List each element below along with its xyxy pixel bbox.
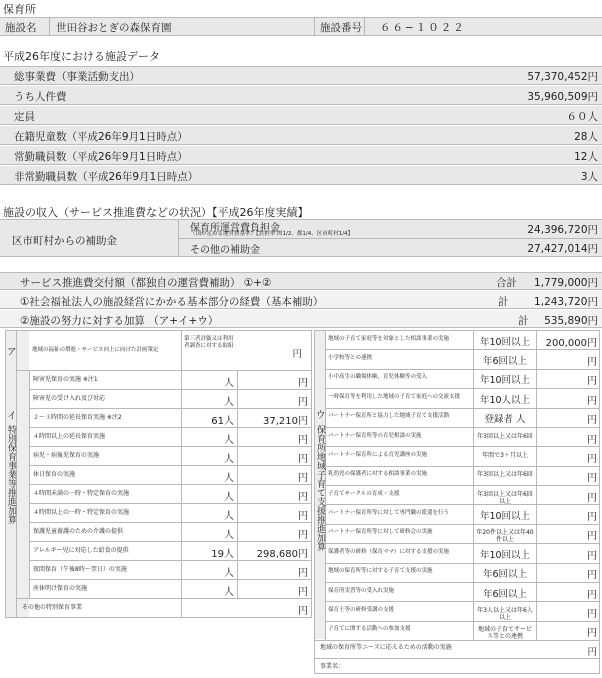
service-total-label: 合計	[496, 277, 517, 289]
left-row-count-unit: 人	[224, 586, 234, 598]
right-row-divider	[325, 524, 600, 525]
right-row-label: パートナー保育所等に対して研修会の実施	[328, 529, 433, 536]
left-row-amount-unit: 円	[298, 377, 308, 389]
facility-data-value: ６０人	[566, 111, 598, 123]
left-row-divider	[29, 465, 312, 466]
right-row-label: 保護者等の研修（保育ママ）に対する支援の実施	[328, 548, 450, 555]
left-row-label: 病児・病後児保育の実施	[33, 451, 100, 459]
a-label: 地域の福祉の増進・サービス向上に向けた計画策定	[32, 347, 159, 353]
left-row-divider	[29, 446, 312, 447]
right-row-label: 乳幼児の保護者に対する相談事業の実施	[328, 471, 428, 478]
right-row-label: 子育てサークルの育成・支援	[328, 490, 400, 497]
right-row-value: 200,000円	[545, 337, 597, 349]
right-row-divider	[325, 446, 600, 447]
right-row-value: 円	[587, 608, 597, 620]
right-row-condition: 年3人以上又は年6人以上	[477, 606, 533, 621]
left-row-amount-unit: 円	[298, 472, 308, 484]
income-item-2-value: 27,427,014円	[527, 243, 598, 255]
right-row-condition: 年10回以上	[479, 375, 531, 387]
left-row-label: アレルギー児に対応した給食の提供	[33, 546, 129, 554]
subsidy-label: 区市町村からの補助金	[12, 235, 117, 247]
left-row-label: ２〜３時間の延長保育実施 ※注2	[33, 413, 122, 421]
right-row-condition: 地域の子育てサービス等との連携	[477, 626, 532, 641]
left-row-amount-unit: 円	[298, 567, 308, 579]
left-row-divider	[29, 389, 312, 390]
left-row-label: その他の特別保育事業	[22, 604, 83, 611]
left-row-label: 産休明け保育の実施	[33, 584, 88, 592]
left-row-label: ４時間未満の一時・特定保育の実施	[33, 489, 130, 497]
right-row-condition: 年10人以上	[479, 394, 531, 406]
facility-data-label: 常勤職員数（平成26年9月1日時点）	[14, 151, 188, 163]
right-row-divider	[325, 543, 600, 544]
category-label: 保育所	[3, 3, 36, 16]
right-row-divider	[325, 504, 600, 505]
facility-name: 世田谷おとぎの森保育園	[56, 22, 172, 34]
notes-label: 事業名：	[320, 663, 345, 670]
left-row-amount-unit: 円	[298, 510, 308, 522]
left-row-amount-unit: 円	[298, 491, 308, 503]
right-row-value: 円	[587, 453, 597, 465]
right-row-divider	[325, 466, 600, 467]
right-row-value: 円	[587, 492, 597, 504]
bottom-label: 地域の保育所等ニーズに応えるための活動の実施	[320, 644, 452, 651]
right-row-condition: 年3回以上又は年6回	[477, 432, 533, 440]
a-unit: 円	[292, 349, 302, 360]
left-row-count: 19人	[211, 548, 234, 560]
left-row-amount-unit: 円	[298, 529, 308, 541]
left-row-count-unit: 人	[224, 472, 234, 484]
right-row-label: パートナー保育所と協力した地域子育て支援活動	[328, 413, 450, 420]
right-row-divider	[325, 485, 600, 486]
left-row-amount-unit: 円	[298, 434, 308, 446]
income-title: 施設の収入（サービス推進費などの状況）【平成26年度実績】	[3, 206, 309, 219]
right-row-label: パートナー保育所による育児講座の実施	[328, 451, 428, 458]
left-row-count-unit: 人	[224, 567, 234, 579]
right-row-divider	[325, 427, 600, 428]
right-row-condition: 年6回以上	[482, 356, 528, 368]
right-row-value: 円	[587, 628, 597, 640]
right-row-condition: 年6回以上	[482, 569, 528, 581]
service-part2-value: 535,890円	[544, 315, 598, 327]
right-row-divider	[325, 388, 600, 389]
left-row-count-unit: 人	[224, 453, 234, 465]
service-title: サービス推進費交付額（都独自の運営費補助） ①+②	[20, 277, 272, 289]
right-row-condition: 年20件以上又は年40件以上	[476, 529, 534, 544]
right-row-condition: 年6回以上	[482, 588, 528, 600]
income-item-2-label: その他の補助金	[190, 245, 260, 256]
left-row-divider	[29, 522, 312, 523]
right-row-value: 円	[587, 357, 597, 369]
right-row-divider	[325, 621, 600, 622]
left-row-count-unit: 人	[224, 491, 234, 503]
right-row-divider	[325, 349, 600, 350]
left-row-label: 障害児保育の実施 ※注1	[33, 375, 98, 383]
left-row-amount-unit: 円	[298, 606, 308, 617]
facility-data-value: 3人	[580, 171, 598, 183]
right-row-value: 円	[587, 550, 597, 562]
left-row-divider	[29, 408, 312, 409]
left-row-label: 保護児童養護のための介護の提供	[33, 527, 124, 535]
right-row-value: 円	[587, 395, 597, 407]
right-row-label: 一時保育等を利用した地域の子育て家庭への交流支援	[328, 393, 461, 400]
facility-data-row	[0, 86, 602, 105]
right-row-value: 円	[587, 570, 597, 582]
service-part1-value: 1,243,720円	[534, 296, 598, 308]
left-row-count: 61人	[211, 415, 234, 427]
facility-data-value: 35,960,509円	[527, 91, 598, 103]
left-row-divider	[29, 560, 312, 561]
right-row-label: 地域の保育所等に対する子育て支援の実施	[328, 568, 433, 575]
right-row-label: 保育所実習等の受入れ実施	[328, 587, 395, 594]
a-note: 第三者評価又は利用者調査に対する取組	[184, 336, 234, 349]
facility-number: ６６−１０２２	[380, 22, 466, 34]
right-row-value: 円	[587, 434, 597, 446]
left-row-label: ４時間以上の一時・特定保育の実施	[33, 508, 130, 516]
left-row-amount-unit: 円	[298, 396, 308, 408]
left-row-divider	[29, 427, 312, 428]
right-row-label: パートナー保育所等に対して専門職の派遣を行う	[328, 510, 450, 517]
right-row-label: パートナー保育所等の育児相談の実施	[328, 432, 422, 439]
left-row-count-unit: 人	[224, 529, 234, 541]
right-row-value: 円	[587, 512, 597, 524]
left-row-count-unit: 人	[224, 377, 234, 389]
facility-data-row	[0, 106, 602, 125]
left-row-label: 夜間保育（午後8時〜翌日）の実施	[33, 565, 127, 573]
left-row-label: ４時間以上の延長保育実施	[33, 432, 106, 440]
left-row-amount-unit: 円	[298, 453, 308, 465]
left-row-label: 障害児の受け入れ及び対応	[33, 394, 106, 402]
left-row-divider	[29, 541, 312, 542]
left-row-divider	[29, 579, 312, 580]
facility-number-label: 施設番号	[320, 22, 362, 34]
right-row-divider	[325, 369, 600, 370]
facility-data-label: 総事業費（事業活動支出）	[14, 71, 140, 83]
facility-data-value: 57,370,452円	[527, 71, 598, 83]
a-marker: ア	[7, 347, 17, 358]
service-part2-sum-label: 計	[518, 315, 529, 327]
left-row-amount-unit: 円	[298, 586, 308, 598]
income-item-1-value: 24,396,720円	[527, 224, 598, 236]
facility-name-label: 施設名	[5, 22, 37, 34]
facility-data-value: 28人	[574, 131, 598, 143]
service-part1-sum-label: 計	[498, 296, 509, 308]
i-vertical: 特別保育事業等推進加算	[6, 425, 16, 524]
right-row-divider	[325, 563, 600, 564]
right-row-label: 保育士等の研修受講の支援	[328, 606, 395, 613]
right-table	[314, 330, 600, 674]
u-vertical: 保育所地域子育て支援推進加算	[315, 425, 325, 551]
right-row-condition: 登録者 人	[484, 414, 526, 426]
right-row-condition: 年3回以上又は年6回	[477, 471, 533, 479]
left-row-amount: 37,210円	[263, 415, 308, 427]
u-marker: ウ	[316, 410, 326, 421]
right-row-divider	[325, 408, 600, 409]
left-row-divider	[29, 484, 312, 485]
service-part2-label: ②施設の努力に対する加算 （ア+イ+ウ）	[20, 315, 219, 327]
right-row-condition: 年間で3ヶ月以上	[482, 451, 528, 459]
income-item-1-note: （国が定める運営費基準）【負担率 国1/2、都1/4、区市町村1/4】	[190, 231, 354, 237]
facility-data-label: 定員	[14, 111, 35, 123]
right-row-divider	[325, 601, 600, 602]
facility-data-label: うち人件費	[14, 91, 67, 103]
left-row-label: 休日保育の実施	[33, 470, 76, 478]
left-row-count-unit: 人	[224, 396, 234, 408]
left-row-amount: 298,680円	[256, 548, 308, 560]
right-row-value: 円	[587, 473, 597, 485]
service-part1-label: ①社会福祉法人の施設経営にかかる基本部分の経費（基本補助）	[20, 296, 324, 308]
right-row-condition: 年10回以上	[479, 336, 531, 348]
right-row-condition: 年3回以上又は年6回以上	[477, 490, 533, 505]
service-total-value: 1,779,000円	[534, 277, 598, 289]
right-row-condition: 年10回以上	[479, 549, 531, 561]
facility-data-title: 平成26年度における施設データ	[3, 50, 160, 63]
left-row-divider	[29, 503, 312, 504]
right-row-label: 小中高生の職場体験、育児体験等の受入	[328, 374, 428, 381]
right-row-value: 円	[587, 376, 597, 388]
right-row-condition: 年10回以上	[479, 511, 531, 523]
left-row-count-unit: 人	[224, 434, 234, 446]
i-marker: イ	[7, 411, 17, 422]
right-row-label: 地域の子育て家庭等を対象とした相談事業の実施	[328, 335, 450, 342]
right-row-label: 小学校等との連携	[328, 355, 373, 362]
income-item-1-label: 保育所運営費負担金	[190, 223, 280, 234]
right-row-divider	[325, 582, 600, 583]
facility-data-value: 12人	[574, 151, 598, 163]
right-row-value: 円	[587, 589, 597, 601]
facility-data-label: 非常勤職員数（平成26年9月1日時点）	[14, 171, 199, 183]
bottom-value: 円	[587, 647, 597, 658]
right-row-value: 円	[587, 531, 597, 543]
facility-data-label: 在籍児童数（平成26年9月1日時点）	[14, 131, 188, 143]
right-row-label: 子育てに関する活動への参加支援	[328, 626, 411, 633]
right-row-value: 円	[587, 415, 597, 427]
left-row-count-unit: 人	[224, 510, 234, 522]
